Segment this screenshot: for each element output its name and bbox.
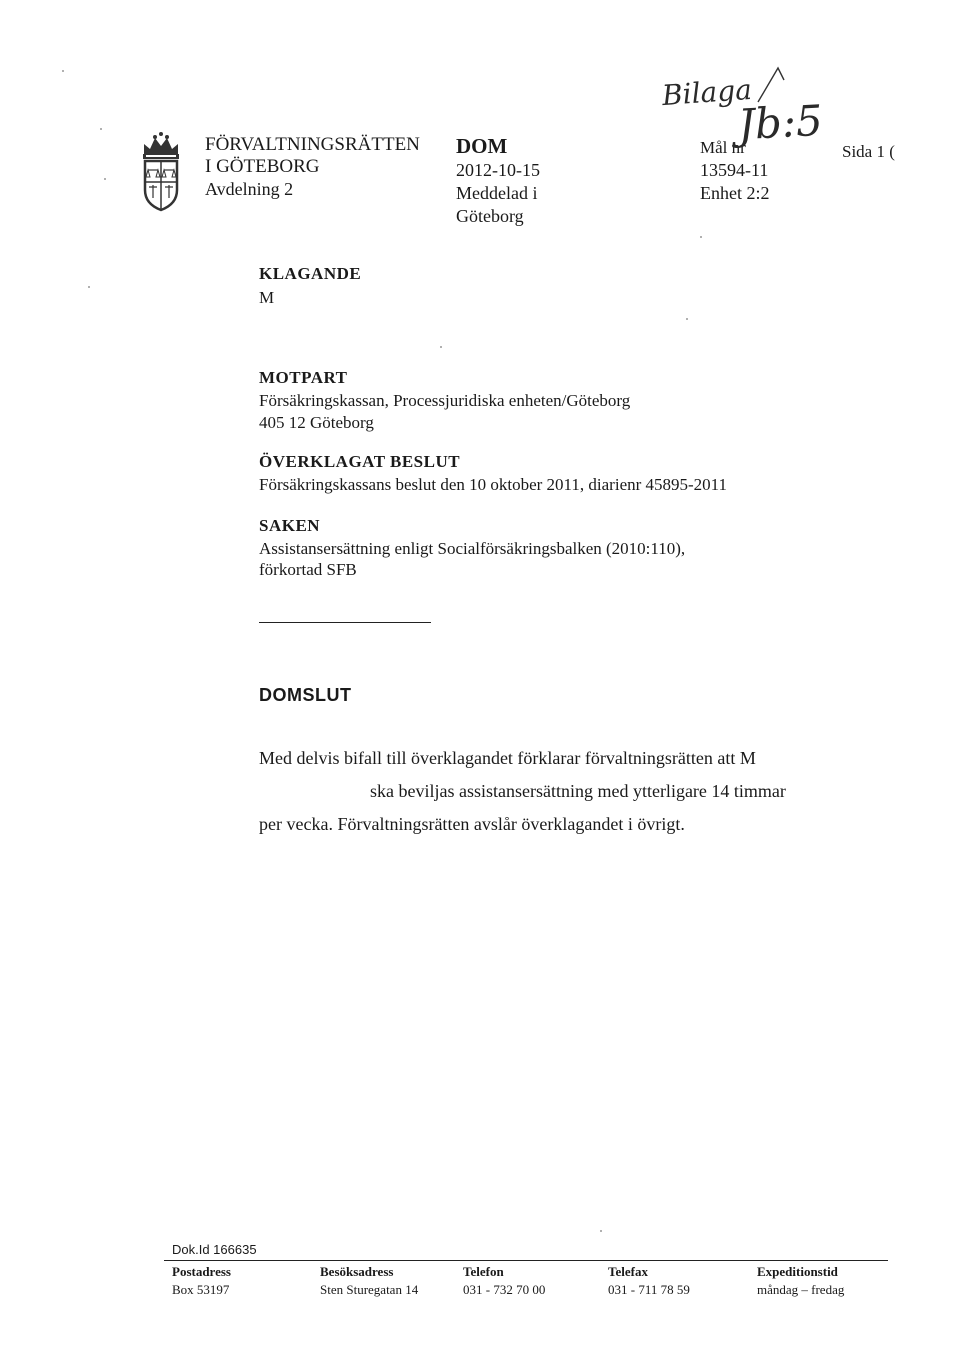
appellant-name: M [259, 288, 275, 307]
footer-label-hours: Expeditionstid [757, 1264, 838, 1279]
appealed-decision-heading: ÖVERKLAGAT BESLUT [259, 452, 461, 471]
respondent-line1: Försäkringskassan, Processjuridiska enheten/Göteborg [259, 391, 631, 410]
footer-value-fax: 031 - 711 78 59 [608, 1282, 690, 1297]
court-emblem-icon [136, 132, 186, 212]
respondent-heading: MOTPART [259, 368, 348, 387]
matter-heading: SAKEN [259, 516, 321, 535]
footer-label-visiting: Besöksadress [320, 1264, 394, 1279]
appellant-heading: KLAGANDE [259, 264, 362, 283]
judgment-heading: DOMSLUT [259, 685, 352, 705]
scan-speck [100, 128, 102, 130]
footer-value-phone: 031 - 732 70 00 [463, 1282, 546, 1297]
footer-label-phone: Telefon [463, 1264, 504, 1279]
scan-speck [600, 1230, 602, 1232]
court-department: Avdelning 2 [205, 179, 294, 199]
matter-line2: förkortad SFB [259, 560, 357, 579]
decision-date: 2012-10-15 [456, 160, 540, 180]
scan-speck [440, 346, 442, 348]
handwritten-reference: Jb:5 [736, 95, 824, 150]
judgment-line3: per vecka. Förvaltningsrätten avslår överklagandet i övrigt. [259, 814, 685, 834]
court-name-line1: FÖRVALTNINGSRÄTTEN [205, 134, 420, 155]
scan-speck [88, 286, 90, 288]
footer-label-postal: Postadress [172, 1264, 231, 1279]
judgment-line1: Med delvis bifall till överklagandet förklarar förvaltningsrätten att M [259, 748, 756, 768]
case-number: 13594-11 [700, 160, 769, 180]
handwritten-note: Bilaga [660, 72, 753, 113]
scan-speck [104, 178, 106, 180]
handwritten-slash-icon [740, 62, 800, 112]
scan-speck [62, 70, 64, 72]
appealed-decision-text: Försäkringskassans beslut den 10 oktober 2011, diarienr 45895-2011 [259, 475, 728, 494]
scan-speck [700, 236, 702, 238]
footer-label-fax: Telefax [608, 1264, 648, 1279]
scan-speck [686, 318, 688, 320]
issued-label: Meddelad i [456, 183, 538, 203]
page-indicator: Sida 1 ( [842, 142, 895, 161]
unit: Enhet 2:2 [700, 183, 770, 203]
document-type: DOM [456, 134, 508, 158]
judgment-line2: ska beviljas assistansersättning med ytterligare 14 timmar [370, 781, 786, 801]
matter-line1: Assistansersättning enligt Socialförsäkringsbalken (2010:110), [259, 539, 686, 558]
footer-rule [164, 1260, 888, 1261]
court-name-line2: I GÖTEBORG [205, 156, 320, 177]
respondent-line2: 405 12 Göteborg [259, 413, 374, 432]
issued-place: Göteborg [456, 206, 524, 226]
footer-value-hours: måndag – fredag [757, 1282, 845, 1297]
document-id: Dok.Id 166635 [172, 1242, 257, 1257]
section-divider [259, 622, 431, 623]
footer-value-postal: Box 53197 [172, 1282, 230, 1297]
case-number-label: Mål nr [700, 138, 746, 157]
footer-value-visiting: Sten Sturegatan 14 [320, 1282, 419, 1297]
